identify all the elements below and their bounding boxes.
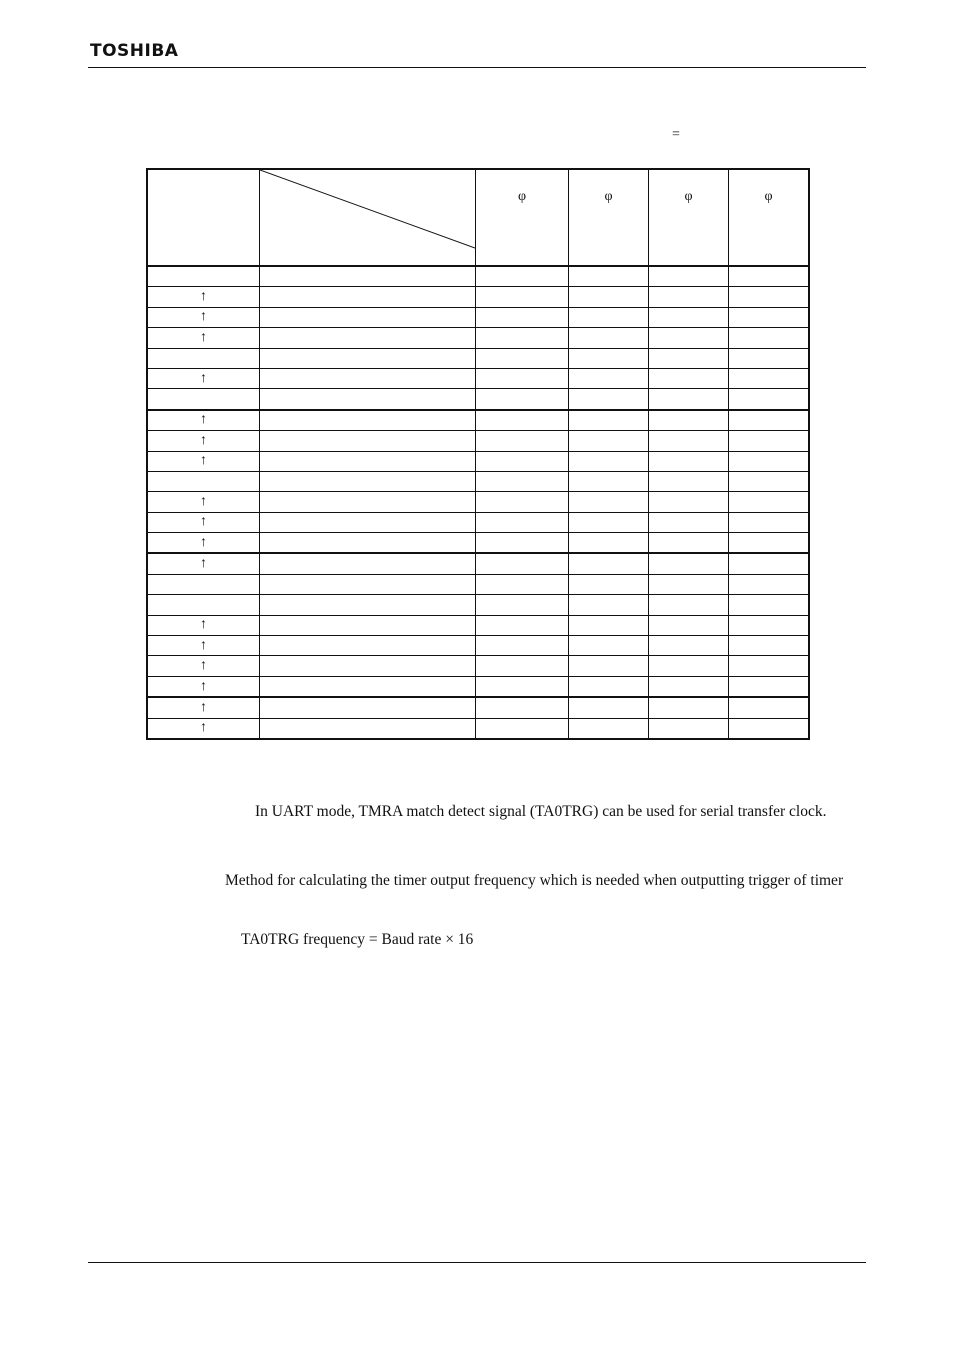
table-cell bbox=[476, 287, 569, 307]
table-cell bbox=[260, 328, 476, 348]
table-cell bbox=[569, 266, 649, 287]
table-cell bbox=[476, 718, 569, 739]
table-cell bbox=[476, 533, 569, 554]
table-cell bbox=[476, 307, 569, 327]
table-row bbox=[147, 451, 809, 471]
table-cell bbox=[260, 595, 476, 615]
caption-equals-sign: = bbox=[672, 127, 680, 142]
table-cell bbox=[649, 656, 729, 676]
table-row bbox=[147, 307, 809, 327]
table-cell bbox=[476, 636, 569, 656]
header-cell-4: φ bbox=[649, 169, 729, 266]
table-cell bbox=[260, 287, 476, 307]
table-cell bbox=[476, 471, 569, 491]
table-cell bbox=[729, 656, 810, 676]
table-cell bbox=[649, 471, 729, 491]
table-cell bbox=[569, 389, 649, 410]
table-cell bbox=[569, 368, 649, 388]
table-cell bbox=[476, 492, 569, 512]
table-cell bbox=[569, 287, 649, 307]
table-cell bbox=[476, 348, 569, 368]
row-marker-cell: ↑ bbox=[147, 492, 260, 512]
table-cell bbox=[729, 389, 810, 410]
uart-note-paragraph: In UART mode, TMRA match detect signal (TA0TRG) can be used for serial transfer clock. bbox=[255, 803, 827, 820]
table-cell bbox=[649, 451, 729, 471]
diagonal-line bbox=[260, 170, 475, 249]
table-cell bbox=[476, 368, 569, 388]
row-marker-cell bbox=[147, 471, 260, 491]
table-row bbox=[147, 492, 809, 512]
row-marker-cell: ↑ bbox=[147, 553, 260, 574]
table-cell bbox=[729, 553, 810, 574]
header-cell-3: φ bbox=[569, 169, 649, 266]
table-cell bbox=[649, 492, 729, 512]
table-cell bbox=[649, 328, 729, 348]
formula-line: TA0TRG frequency = Baud rate × 16 bbox=[241, 931, 474, 948]
row-marker-cell: ↑ bbox=[147, 533, 260, 554]
row-marker-cell: ↑ bbox=[147, 697, 260, 718]
table-cell bbox=[729, 368, 810, 388]
header-cell-5: φ bbox=[729, 169, 810, 266]
table-row bbox=[147, 431, 809, 451]
row-marker-cell: ↑ bbox=[147, 718, 260, 739]
row-marker-cell: ↑ bbox=[147, 656, 260, 676]
table-cell bbox=[649, 431, 729, 451]
table-cell bbox=[729, 348, 810, 368]
row-marker-cell: ↑ bbox=[147, 615, 260, 635]
table-cell bbox=[476, 431, 569, 451]
table-cell bbox=[649, 368, 729, 388]
row-marker-cell: ↑ bbox=[147, 410, 260, 431]
footer-rule bbox=[88, 1262, 866, 1263]
table-row bbox=[147, 348, 809, 368]
table-cell bbox=[260, 636, 476, 656]
table-cell bbox=[260, 533, 476, 554]
table-cell bbox=[649, 718, 729, 739]
table-cell bbox=[569, 328, 649, 348]
table-row bbox=[147, 574, 809, 594]
table-cell bbox=[569, 471, 649, 491]
table-cell bbox=[569, 553, 649, 574]
table-cell bbox=[649, 615, 729, 635]
table-cell bbox=[569, 676, 649, 697]
table-cell bbox=[729, 533, 810, 554]
table-cell bbox=[729, 307, 810, 327]
row-marker-cell: ↑ bbox=[147, 287, 260, 307]
table-cell bbox=[476, 615, 569, 635]
table-cell bbox=[569, 492, 649, 512]
row-marker-cell bbox=[147, 574, 260, 594]
table-cell bbox=[260, 389, 476, 410]
table-row bbox=[147, 636, 809, 656]
table-cell bbox=[569, 533, 649, 554]
table-cell bbox=[569, 656, 649, 676]
table-row bbox=[147, 615, 809, 635]
header-diagonal-cell bbox=[260, 169, 476, 266]
table-cell bbox=[649, 287, 729, 307]
row-marker-cell: ↑ bbox=[147, 636, 260, 656]
table-cell bbox=[569, 451, 649, 471]
table-cell bbox=[476, 451, 569, 471]
table-cell bbox=[476, 389, 569, 410]
row-marker-cell bbox=[147, 266, 260, 287]
header-cell-2: φ bbox=[476, 169, 569, 266]
row-marker-cell bbox=[147, 348, 260, 368]
row-marker-cell: ↑ bbox=[147, 328, 260, 348]
table-cell bbox=[476, 574, 569, 594]
table-row bbox=[147, 368, 809, 388]
table-cell bbox=[260, 718, 476, 739]
table-cell bbox=[569, 512, 649, 532]
table-cell bbox=[476, 697, 569, 718]
table-cell bbox=[729, 718, 810, 739]
row-marker-cell: ↑ bbox=[147, 307, 260, 327]
table-cell bbox=[649, 553, 729, 574]
table-cell bbox=[569, 307, 649, 327]
table-cell bbox=[260, 348, 476, 368]
table-cell bbox=[260, 676, 476, 697]
table-cell bbox=[476, 328, 569, 348]
row-marker-cell bbox=[147, 389, 260, 410]
table-cell bbox=[569, 431, 649, 451]
table-cell bbox=[476, 512, 569, 532]
table-cell bbox=[260, 492, 476, 512]
row-marker-cell: ↑ bbox=[147, 676, 260, 697]
table-cell bbox=[649, 389, 729, 410]
table-row bbox=[147, 410, 809, 431]
table-cell bbox=[260, 266, 476, 287]
table-cell bbox=[260, 368, 476, 388]
table-cell bbox=[260, 553, 476, 574]
table-body bbox=[147, 266, 809, 739]
table-cell bbox=[729, 615, 810, 635]
table-cell bbox=[260, 512, 476, 532]
table-row bbox=[147, 389, 809, 410]
table-cell bbox=[569, 410, 649, 431]
table-cell bbox=[729, 287, 810, 307]
table-row bbox=[147, 328, 809, 348]
toshiba-logo: TOSHIBA bbox=[90, 41, 179, 61]
table-cell bbox=[729, 431, 810, 451]
table-cell bbox=[476, 676, 569, 697]
table-cell bbox=[729, 676, 810, 697]
table-row bbox=[147, 553, 809, 574]
table-row bbox=[147, 718, 809, 739]
baud-rate-table bbox=[146, 168, 810, 740]
header-cell-0 bbox=[147, 169, 260, 266]
table-cell bbox=[729, 328, 810, 348]
table-cell bbox=[476, 553, 569, 574]
row-marker-cell: ↑ bbox=[147, 368, 260, 388]
table-cell bbox=[649, 533, 729, 554]
table-cell bbox=[260, 574, 476, 594]
table-row bbox=[147, 595, 809, 615]
table-cell bbox=[260, 697, 476, 718]
table-cell bbox=[569, 636, 649, 656]
table-cell bbox=[649, 697, 729, 718]
table-cell bbox=[729, 697, 810, 718]
table-cell bbox=[649, 636, 729, 656]
row-marker-cell bbox=[147, 595, 260, 615]
header-rule bbox=[88, 67, 866, 68]
table-row bbox=[147, 676, 809, 697]
table-cell bbox=[649, 348, 729, 368]
table-cell bbox=[569, 574, 649, 594]
row-marker-cell: ↑ bbox=[147, 512, 260, 532]
table-cell bbox=[569, 348, 649, 368]
table-cell bbox=[729, 492, 810, 512]
table-cell bbox=[260, 431, 476, 451]
row-marker-cell: ↑ bbox=[147, 431, 260, 451]
table-cell bbox=[649, 410, 729, 431]
table-cell bbox=[476, 595, 569, 615]
table-cell bbox=[649, 266, 729, 287]
table-cell bbox=[729, 410, 810, 431]
table-cell bbox=[260, 471, 476, 491]
table-cell bbox=[729, 471, 810, 491]
table-row bbox=[147, 471, 809, 491]
table-cell bbox=[729, 636, 810, 656]
table-cell bbox=[260, 307, 476, 327]
table-cell bbox=[649, 307, 729, 327]
table-cell bbox=[729, 266, 810, 287]
table-cell bbox=[649, 595, 729, 615]
table-row bbox=[147, 266, 809, 287]
table-cell bbox=[729, 451, 810, 471]
table-cell bbox=[729, 574, 810, 594]
table-cell bbox=[729, 512, 810, 532]
table-header-row bbox=[147, 169, 809, 266]
table-cell bbox=[260, 451, 476, 471]
table-cell bbox=[729, 595, 810, 615]
table-cell bbox=[569, 697, 649, 718]
table-cell bbox=[569, 595, 649, 615]
table-cell bbox=[476, 410, 569, 431]
method-paragraph: Method for calculating the timer output frequency which is needed when outputting trigger of timer bbox=[225, 872, 844, 889]
table-row bbox=[147, 533, 809, 554]
table-cell bbox=[476, 656, 569, 676]
table-row bbox=[147, 697, 809, 718]
table-cell bbox=[476, 266, 569, 287]
table-cell bbox=[260, 410, 476, 431]
table-row bbox=[147, 656, 809, 676]
table-cell bbox=[569, 615, 649, 635]
row-marker-cell: ↑ bbox=[147, 451, 260, 471]
table-cell bbox=[569, 718, 649, 739]
table-cell bbox=[260, 615, 476, 635]
table-row bbox=[147, 512, 809, 532]
table-cell bbox=[649, 676, 729, 697]
table-row bbox=[147, 287, 809, 307]
table-cell bbox=[649, 512, 729, 532]
table-cell bbox=[649, 574, 729, 594]
table-cell bbox=[260, 656, 476, 676]
